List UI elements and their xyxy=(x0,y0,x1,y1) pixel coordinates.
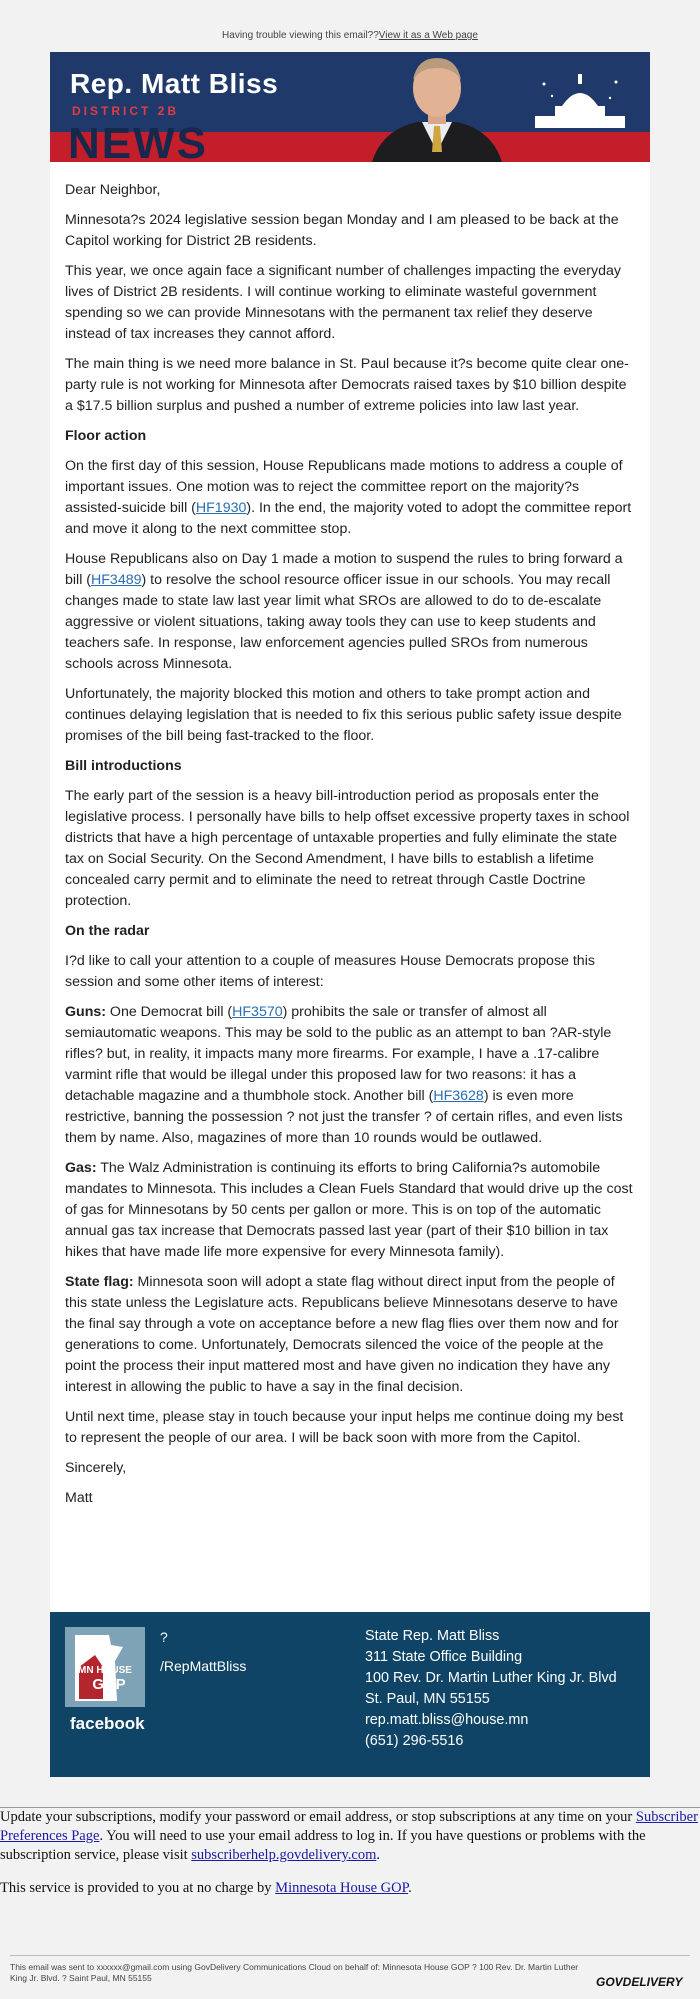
trouble-viewing-note xyxy=(0,30,700,41)
paragraph-gas xyxy=(65,1158,634,1263)
heading-floor-action: Floor action xyxy=(65,428,147,444)
mn-house-gop-logo[interactable] xyxy=(65,1627,145,1707)
paragraph-motions-text-a: On the first day of this session, House Republicans made motions to address a couple of important issues. One motion was to reject the committee report on the majority?s assisted-suicide bill ( xyxy=(65,458,623,516)
paragraph-balance: The main thing is we need more balance in St. Paul because it?s become quite clear one-party rule is not working for Minnesota after Democrats raised taxes by $10 billion despite a $17.5 billion surplus and pushed a number of extreme policies into law last year. xyxy=(65,356,629,414)
paragraph-state-flag xyxy=(65,1272,634,1398)
gas-text: The Walz Administration is continuing its efforts to bring California?s automobile mandates to Minnesota. This includes a Clean Fuels Standard that would drive up the cost of gas for Minnesotans by 50 cents per gallon or more. This is on top of the automatic annual gas tax increase that Democrats passed last year (part of their $10 billion in tax hikes that have made life more expensive for every Minnesota family). xyxy=(65,1160,633,1260)
paragraph-guns xyxy=(65,1002,634,1149)
newsletter-card xyxy=(50,52,650,1749)
minnesota-house-gop-link[interactable]: Minnesota House GOP xyxy=(275,1880,409,1896)
social-placeholder-glyph: ? xyxy=(160,1629,168,1645)
subscription-text-a: Update your subscriptions, modify your password or email address, or stop subscriptions at any time on your xyxy=(0,1809,636,1825)
service-text-a: This service is provided to you at no charge by xyxy=(0,1880,276,1896)
contact-city: St. Paul, MN 55155 xyxy=(365,1691,490,1707)
trouble-viewing-text: Having trouble viewing this email?? xyxy=(222,30,379,41)
hf1930-link[interactable]: HF1930 xyxy=(195,500,247,516)
representative-portrait xyxy=(362,52,512,162)
paragraph-motions-text-b: ). In the end, the majority voted to adopt the committee report and move it along to the next committee stop. xyxy=(65,500,632,537)
legal-divider xyxy=(10,1955,690,1956)
guns-text-c: ) is even more restrictive, banning the possession ? not just the transfer ? of certain rifles, and even lists them by name. Also, magazines of more than 10 rounds would be outlawed. xyxy=(65,1088,623,1146)
hf3628-link[interactable]: HF3628 xyxy=(433,1088,484,1104)
guns-text-b: ) prohibits the sale or transfer of almost all semiautomatic weapons. This may be sold to the public as an attempt to ban ?AR-style rifles? but, in reality, it impacts many more firearms. For example, I have a .17-calibre varmint rifle that would be illegal under this proposed law for two reasons: it has a detachable magazine and a thumbhole stock. Another bill ( xyxy=(65,1004,612,1104)
contact-building: 311 State Office Building xyxy=(365,1649,523,1665)
service-text-b: . xyxy=(408,1880,412,1896)
social-links xyxy=(160,1626,246,1677)
subscription-text-c: . xyxy=(376,1847,380,1863)
capitol-icon xyxy=(530,72,630,132)
contact-name: State Rep. Matt Bliss xyxy=(365,1628,500,1644)
subscription-paragraph xyxy=(0,1808,700,1865)
logo-text-house: MN HOUSE xyxy=(78,1665,132,1676)
facebook-wordmark[interactable]: facebook xyxy=(70,1714,145,1733)
banner-title: Rep. Matt Bliss xyxy=(70,68,279,99)
footer-contact-box xyxy=(50,1612,650,1777)
contact-address xyxy=(365,1626,617,1752)
closing: Sincerely, xyxy=(65,1460,127,1476)
guns-text-a: One Democrat bill ( xyxy=(105,1004,233,1020)
paragraph-session-start: Minnesota?s 2024 legislative session began Monday and I am pleased to be back at the Capitol working for District 2B residents. xyxy=(65,212,619,249)
subscription-info xyxy=(0,1808,700,1912)
heading-on-the-radar: On the radar xyxy=(65,923,150,939)
banner-news-word: NEWS xyxy=(68,119,208,162)
hf3489-link[interactable]: HF3489 xyxy=(91,572,142,588)
paragraph-radar-intro: I?d like to call your attention to a couple of measures House Democrats propose this session and some other items of interest: xyxy=(65,953,595,990)
paragraph-sro xyxy=(65,549,634,675)
paragraph-sro-text-a: House Republicans also on Day 1 made a motion to suspend the rules to bring forward a bill ( xyxy=(65,551,623,588)
legal-notice: This email was sent to xxxxxx@gmail.com using GovDelivery Communications Cloud on behalf of: Minnesota House GOP ? 100 Rev. Dr. Martin Luther King Jr. Blvd. ? Saint Paul, MN 55155 xyxy=(10,1962,579,1983)
service-paragraph xyxy=(0,1879,700,1898)
paragraph-motions xyxy=(65,456,634,540)
govdelivery-logo: GOVDELIVERY xyxy=(596,1975,683,1989)
logo-text-gop: GOP xyxy=(92,1676,126,1693)
paragraph-bills: The early part of the session is a heavy bill-introduction period as proposals enter the legislative process. I personally have bills to help offset excessive property taxes in school districts that have a high percentage of untaxable properties and fully eliminate the state tax on Social Security. On the Second Amendment, I have bills to establish a lifetime concealed carry permit and to eliminate the need to retreat through Castle Doctrine protection. xyxy=(65,788,630,909)
subscriber-preferences-link[interactable]: Subscriber Preferences Page xyxy=(0,1809,698,1844)
paragraph-challenges: This year, we once again face a significant number of challenges impacting the everyday lives of District 2B residents. I will continue working to eliminate wasteful government spending so we can provide Minnesotans with the permanent tax relief they deserve instead of tax increases they cannot afford. xyxy=(65,263,621,342)
heading-bill-introductions: Bill introductions xyxy=(65,758,182,774)
state-flag-text: Minnesota soon will adopt a state flag without direct input from the people of this state unless the Legislature acts. Republicans believe Minnesotans deserve to have the final say through a vote on acceptance before a new flag flies over them now and for generations to come. Unfortunately, Democrats silenced the voice of the people at the point the process their input mattered most and have given no indication they have any interest in allowing the public to have a say in the final decision. xyxy=(65,1274,619,1395)
paragraph-stay-in-touch: Until next time, please stay in touch because your input helps me continue doing my best to represent the people of our area. I will be back soon with more from the Capitol. xyxy=(65,1409,624,1446)
signature: Matt xyxy=(65,1490,93,1506)
paragraph-blocked: Unfortunately, the majority blocked this motion and others to take prompt action and continues delaying legislation that is needed to fix this serious public safety issue despite promises of the bill being fast-tracked to the floor. xyxy=(65,686,622,744)
contact-email[interactable]: rep.matt.bliss@house.mn xyxy=(365,1712,529,1728)
subscriber-help-link[interactable]: subscriberhelp.govdelivery.com xyxy=(191,1847,377,1863)
greeting: Dear Neighbor, xyxy=(65,182,161,198)
subscription-text-b: . You will need to use your email address to log in. If you have questions or problems with the subscription service, please visit xyxy=(0,1828,646,1863)
banner-district: DISTRICT 2B xyxy=(72,104,180,118)
gas-label: Gas: xyxy=(65,1160,97,1176)
paragraph-sro-text-b: ) to resolve the school resource officer issue in our schools. You may recall changes made to state law last year limit what SROs are allowed to do to de-escalate aggressive or violent situations, taking away tools they can use to keep students and teachers safe. In response, law enforcement agencies pulled SROs from numerous schools across Minnesota. xyxy=(65,572,611,672)
contact-street: 100 Rev. Dr. Martin Luther King Jr. Blvd xyxy=(365,1670,617,1686)
newsletter-body xyxy=(50,162,650,1509)
facebook-handle-link[interactable]: /RepMattBliss xyxy=(160,1658,247,1674)
guns-label: Guns: xyxy=(65,1004,106,1020)
contact-phone: (651) 296-5516 xyxy=(365,1733,464,1749)
header-banner xyxy=(50,52,650,162)
hf3570-link[interactable]: HF3570 xyxy=(232,1004,283,1020)
view-web-page-link[interactable]: View it as a Web page xyxy=(378,30,478,41)
state-flag-label: State flag: xyxy=(65,1274,134,1290)
